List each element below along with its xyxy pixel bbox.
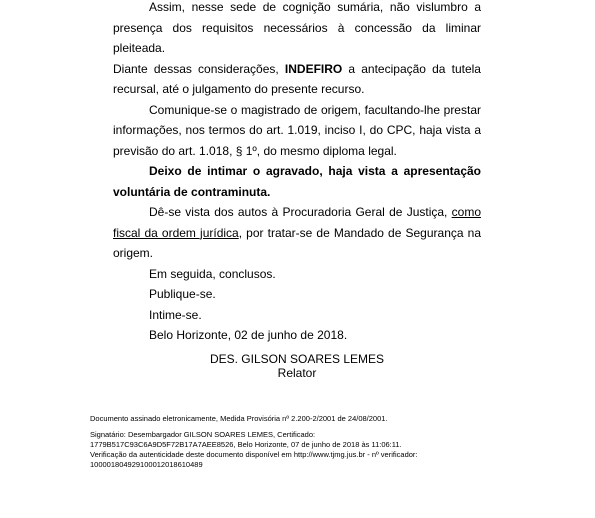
signature-block <box>113 352 481 380</box>
footer-verification-url: Verificação da autenticidade deste documento disponível em http://www.tjmg.jus.br - nº verificador: <box>90 450 418 459</box>
indefiro-emphasis: INDEFIRO <box>284 61 343 76</box>
signatory-role: Relator <box>277 366 317 380</box>
electronic-signature-footer <box>90 414 530 470</box>
footer-legal-basis: Documento assinado eletronicamente, Medida Provisória nº 2.200-2/2001 de 24/08/2001. <box>90 414 388 423</box>
paragraph-vista-procuradoria <box>113 202 481 264</box>
paragraph-indefiro-text-before: Diante dessas considerações, <box>113 61 285 76</box>
paragraph-vista-text-before: Dê-se vista dos autos à Procuradoria Geral de Justiça, <box>149 205 452 219</box>
paragraph-deixo-de-intimar <box>113 161 481 202</box>
line-intime-se: Intime-se. <box>149 307 202 322</box>
paragraph-deixo-de-intimar-text: Deixo de intimar o agravado, haja vista a apresentação voluntária de contraminuta. <box>113 164 481 199</box>
paragraph-sumaria-text: Assim, nesse sede de cognição sumária, não vislumbro a presença dos requisitos necessários à concessão da liminar pleiteada. <box>113 0 481 55</box>
footer-certificate: 1779B517C93C6A9D5F72B17A7AEE8526, Belo Horizonte, 07 de junho de 2018 às 11:06:11. <box>90 440 402 449</box>
line-publique-se: Publique-se. <box>149 287 216 301</box>
paragraph-indefiro <box>113 59 481 100</box>
signatory-name: DES. GILSON SOARES LEMES <box>209 352 385 366</box>
footer-signatory: Signatário: Desembargador GILSON SOARES LEMES, Certificado: <box>90 430 316 439</box>
line-date-place: Belo Horizonte, 02 de junho de 2018. <box>149 328 348 342</box>
decision-body <box>113 0 481 346</box>
line-conclusos: Em seguida, conclusos. <box>149 266 276 281</box>
paragraph-comunique <box>113 100 481 162</box>
footer-verification-code: 10000180492910001201861048​9 <box>90 460 203 469</box>
paragraph-sumaria <box>113 0 481 59</box>
fiscal-da-ordem-underlined: como fiscal da ordem jurídica <box>113 205 481 240</box>
paragraph-comunique-text: Comunique-se o magistrado de origem, facultando-lhe prestar informações, nos termos do art. 1.019, inciso I, do CPC, haja vista a previsão do art. 1.018, § 1º, do mesmo diploma legal. <box>113 102 481 158</box>
paragraph-vista-text-after: , por tratar-se de Mandado de Segurança na origem. <box>113 225 481 260</box>
paragraph-indefiro-text-after: a antecipação da tutela recursal, até o julgamento do presente recurso. <box>113 61 481 96</box>
